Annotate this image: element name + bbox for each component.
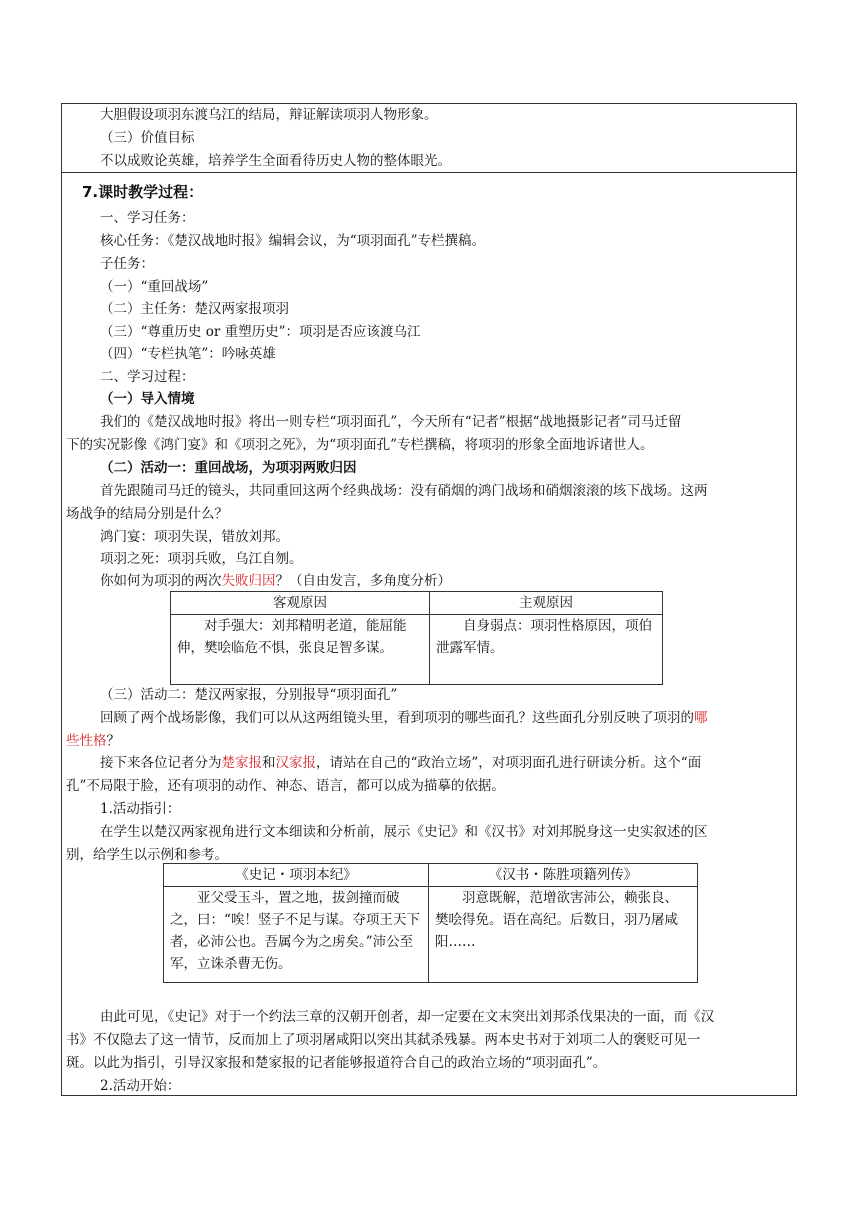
table-header: 主观原因 [430,592,663,615]
history-comparison-table [163,863,698,983]
highlight-text: 失败归因 [221,573,276,589]
table-header: 《史记・项羽本纪》 [164,864,429,887]
conclusion-text: 由此可见，《史记》对于一个约法三章的汉朝开创者，却一定要在文末突出刘邦杀伐果决的一面，而《汉 [100,1009,715,1025]
activity1-text: 项羽之死：项羽兵败，乌江自刎。 [100,551,303,567]
body-text: ，请站在自己的“政治立场”，对项羽面孔进行研读分析。这个“面 [316,755,702,771]
cell-text: 对手强大：刘邦精明老道，能屈能伸，樊哙临危不惧，张良足智多谋。 [177,618,407,656]
highlight-text: 楚家报 [221,755,262,771]
highlight-text: 汉家报 [275,755,316,771]
body-text: 和 [262,755,276,771]
activity1-heading: （二）活动一：重回战场，为项羽两败归因 [100,460,357,476]
core-task: 核心任务：《楚汉战地时报》编辑会议，为“项羽面孔”专栏撰稿。 [100,233,486,249]
activity2-text: 孔”不局限于脸，还有项羽的动作、神态、语言，都可以成为描摹的依据。 [66,778,505,794]
guide-title: 1.活动指引： [100,801,181,817]
subtasks-title: 子任务： [100,256,154,272]
table-cell [171,615,430,685]
process-title: 二、学习过程： [100,369,195,385]
cell-text: 羽意既解，范增欲害沛公，赖张良、樊哙得免。语在高纪。后数日，羽乃屠咸阳…… [435,890,678,950]
intro-heading: （一）导入情境 [100,391,195,407]
guide-text: 在学生以楚汉两家视角进行文本细读和分析前，展示《史记》和《汉书》对刘邦脱身这一史实叙述的区 [100,824,708,840]
tasks-title: 一、学习任务： [100,210,195,226]
activity2-text [100,707,708,729]
highlight-text: 些性格 [66,733,107,749]
subtask-item: （二）主任务：楚汉两家报项羽 [100,301,289,317]
conclusion-text: 斑。以此为指引，引导汉家报和楚家报的记者能够报道符合自己的政治立场的“项羽面孔”。 [66,1055,607,1071]
activity2-text [66,730,120,752]
guide-text: 别，给学生以示例和参考。 [66,847,228,863]
table-cell [430,615,663,685]
table-header: 《汉书・陈胜项籍列传》 [429,864,698,887]
cell-text: 自身弱点：项羽性格原因，项伯泄露军情。 [436,618,652,656]
table-header: 客观原因 [171,592,430,615]
body-text: 回顾了两个战场影像，我们可以从这两组镜头里，看到项羽的哪些面孔？这些面孔分别反映了项羽的 [100,710,694,726]
value-goal-heading: （三）价值目标 [100,130,195,146]
cell-text: 亚父受玉斗，置之地，拔剑撞而破之，曰：“唉！竖子不足与谋。夺项王天下者，必沛公也。吾属今为之虏矣。”沛公至军，立诛杀曹无伤。 [170,890,420,972]
activity1-text: 鸿门宴：项羽失误，错放刘邦。 [100,529,289,545]
table-cell [164,887,429,983]
intro-text: 我们的《楚汉战地时报》将出一则专栏“项羽面孔”，今天所有“记者”根据“战地摄影记者”司马迁留 [100,414,682,430]
intro-text: 下的实况影像《鸿门宴》和《项羽之死》，为“项羽面孔”专栏撰稿，将项羽的形象全面地诉诸世人。 [66,437,654,453]
subtask-item: （四）“专栏执笔”：吟咏英雄 [100,346,276,362]
body-text: 接下来各位记者分为 [100,755,222,771]
value-goal-text: 不以成败论英雄，培养学生全面看待历史人物的整体眼光。 [100,153,451,169]
highlight-text: 哪 [694,710,708,726]
section-divider [61,172,797,173]
activity-start: 2.活动开始： [100,1078,181,1094]
activity2-text [100,752,701,774]
cause-table [170,591,663,685]
activity1-question [100,570,451,592]
question-text: ？（自由发言，多角度分析） [275,573,451,589]
body-text: ？ [106,733,120,749]
section-heading: 7.课时教学过程： [82,183,204,201]
goal-line: 大胆假设项羽东渡乌江的结局，辩证解读项羽人物形象。 [100,107,438,123]
subtask-item: （三）“尊重历史 or 重塑历史”：项羽是否应该渡乌江 [100,324,421,340]
subtask-item: （一）“重回战场” [100,279,209,295]
table-cell [429,887,698,983]
question-text: 你如何为项羽的两次 [100,573,222,589]
activity1-text: 场战争的结局分别是什么？ [66,506,228,522]
activity2-heading: （三）活动二：楚汉两家报，分别报导“项羽面孔” [100,687,398,703]
conclusion-text: 书》不仅隐去了这一情节，反而加上了项羽屠咸阳以突出其弑杀残暴。两本史书对于刘项二人的褒贬可见一 [66,1032,701,1048]
activity1-text: 首先跟随司马迁的镜头，共同重回这两个经典战场：没有硝烟的鸿门战场和硝烟滚滚的垓下战场。这两 [100,483,708,499]
